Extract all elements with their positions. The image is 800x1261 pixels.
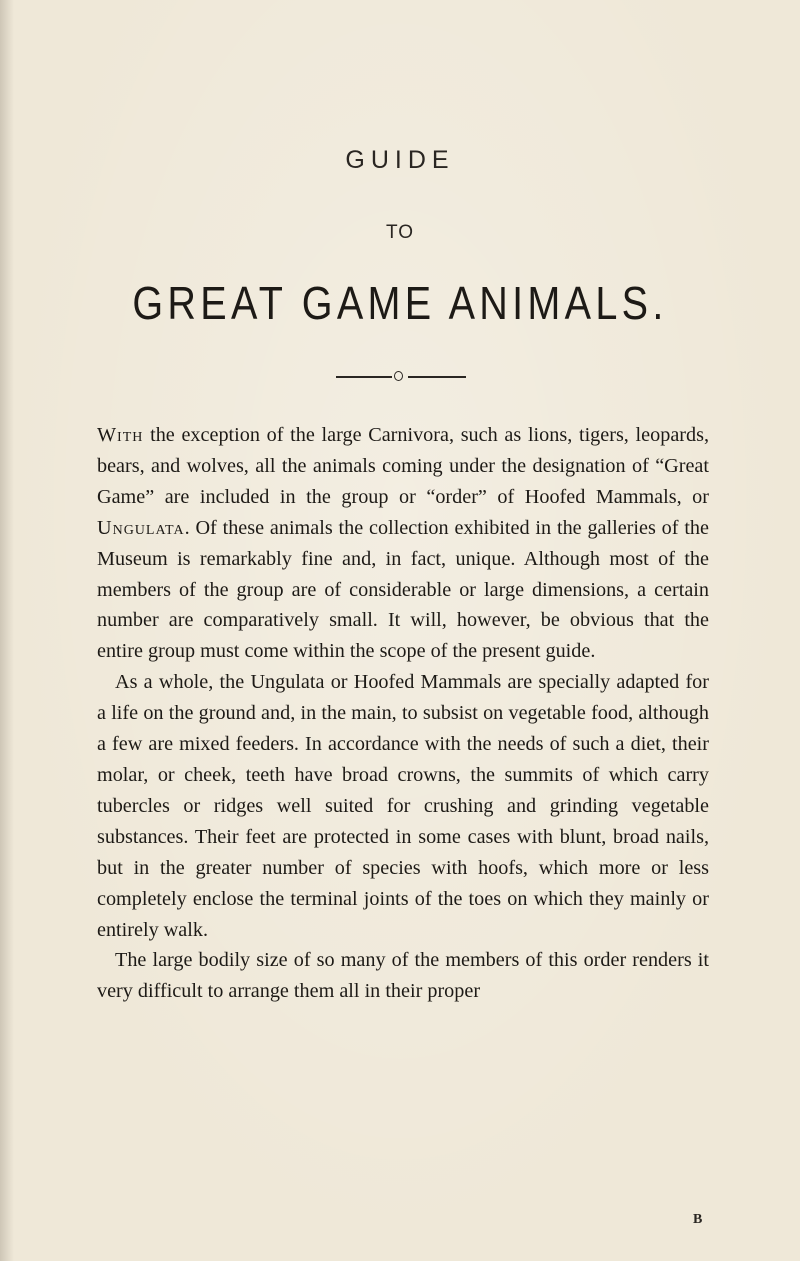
ornamental-divider	[336, 369, 468, 385]
divider-line-right	[408, 376, 466, 378]
guide-heading: GUIDE	[345, 146, 455, 174]
paragraph-1-lead: With	[97, 424, 144, 446]
paragraph-1-tail: . Of these animals the collection exhibited in the galleries of the Museum is remarkably fine and, in fact, unique. Although most of the members of the group are of considerable or large dimensions, a certain number are comparatively small. It will, however, be obvious that the entire group must come within the scope of the present guide.	[97, 516, 709, 663]
main-title: GREAT GAME ANIMALS.	[132, 277, 668, 329]
paragraph-1-text: the exception of the large Carnivora, such as lions, tigers, leopards, bears, and wolves, all the animals coming under the designation of “Great Game” are included in the group or “order” of Hoofed Mammals, or	[97, 424, 709, 508]
paragraph-3: The large bodily size of so many of the members of this order renders it very difficult to arrange them all in their proper	[97, 949, 709, 1003]
signature-mark: B	[693, 1212, 703, 1227]
ungulata-term: Ungulata	[97, 516, 185, 539]
body-text	[97, 420, 709, 1007]
paragraph-1	[97, 420, 709, 667]
divider-line-left	[336, 376, 392, 378]
page-gutter-shadow	[0, 0, 14, 1261]
divider-ring-icon	[394, 371, 403, 381]
to-heading: TO	[385, 222, 415, 243]
paragraph-2: As a whole, the Ungulata or Hoofed Mammals are specially adapted for a life on the ground and, in the main, to subsist on vegetable food, although a few are mixed feeders. In accordance with the needs of such a diet, their molar, or cheek, teeth have broad crowns, the summits of which carry tubercles or ridges well suited for crushing and grinding vegetable substances. Their feet are protected in some cases with blunt, broad nails, but in the greater number of species with hoofs, which more or less completely enclose the terminal joints of the toes on which they mainly or entirely walk.	[97, 671, 709, 941]
